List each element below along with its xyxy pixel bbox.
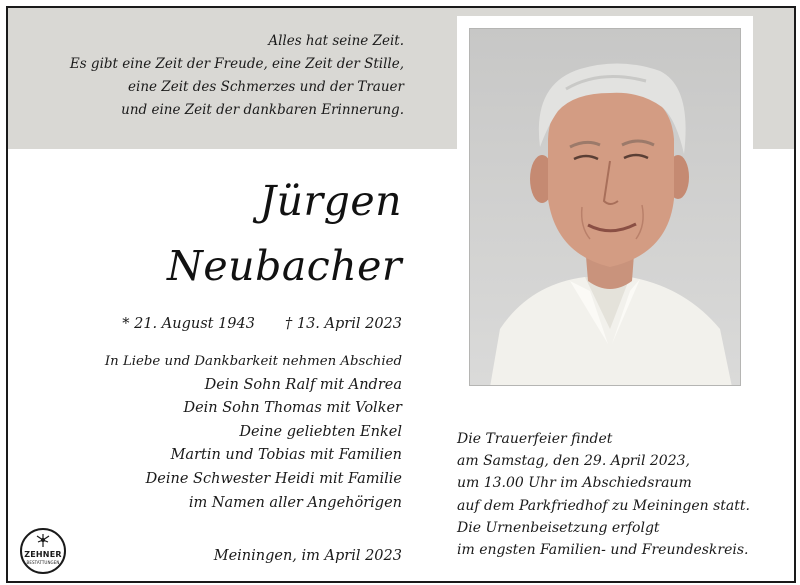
quote-line: und eine Zeit der dankbaren Erinnerung. bbox=[121, 102, 404, 118]
mourner-line: im Namen aller Angehörigen bbox=[188, 494, 402, 511]
info-line: Die Urnenbeisetzung erfolgt bbox=[457, 519, 660, 536]
info-line: am Samstag, den 29. April 2023, bbox=[457, 453, 690, 470]
death-date: † 13. April 2023 bbox=[285, 316, 402, 332]
quote-text bbox=[24, 30, 404, 122]
portrait-photo bbox=[469, 28, 741, 386]
mourners-intro: In Liebe und Dankbarkeit nehmen Abschied bbox=[104, 354, 402, 369]
mourner-line: Martin und Tobias mit Familien bbox=[170, 447, 402, 464]
info-line: Die Trauerfeier findet bbox=[457, 431, 613, 447]
mourner-line: Deine Schwester Heidi mit Familie bbox=[145, 470, 402, 487]
quote-line: Es gibt eine Zeit der Freude, eine Zeit der Stille, bbox=[69, 56, 404, 72]
logo-name: ZEHNER bbox=[24, 550, 62, 559]
logo-subtitle: BESTATTUNGEN bbox=[26, 560, 60, 565]
portrait-illustration bbox=[470, 29, 741, 386]
obituary-card bbox=[6, 6, 796, 583]
place-date: Meiningen, im April 2023 bbox=[213, 548, 402, 564]
quote-line: eine Zeit des Schmerzes und der Trauer bbox=[128, 79, 404, 95]
mourner-line: Deine geliebten Enkel bbox=[239, 423, 402, 440]
birth-date: * 21. August 1943 bbox=[122, 316, 255, 332]
quote-line: Alles hat seine Zeit. bbox=[268, 33, 404, 49]
portrait-frame bbox=[457, 16, 753, 398]
info-line: um 13.00 Uhr im Abschiedsraum bbox=[457, 475, 692, 492]
funeral-home-logo bbox=[20, 528, 66, 574]
flower-icon bbox=[36, 534, 50, 548]
mourners-list bbox=[42, 350, 402, 515]
first-name: Jürgen bbox=[259, 177, 402, 225]
mourner-line: Dein Sohn Thomas mit Volker bbox=[183, 400, 402, 417]
life-dates bbox=[122, 316, 402, 332]
mourner-line: Dein Sohn Ralf mit Andrea bbox=[204, 376, 402, 393]
funeral-info bbox=[457, 428, 787, 561]
info-line: im engsten Familien- und Freundeskreis. bbox=[457, 542, 749, 559]
info-line: auf dem Parkfriedhof zu Meiningen statt. bbox=[457, 497, 750, 514]
last-name: Neubacher bbox=[167, 242, 402, 290]
